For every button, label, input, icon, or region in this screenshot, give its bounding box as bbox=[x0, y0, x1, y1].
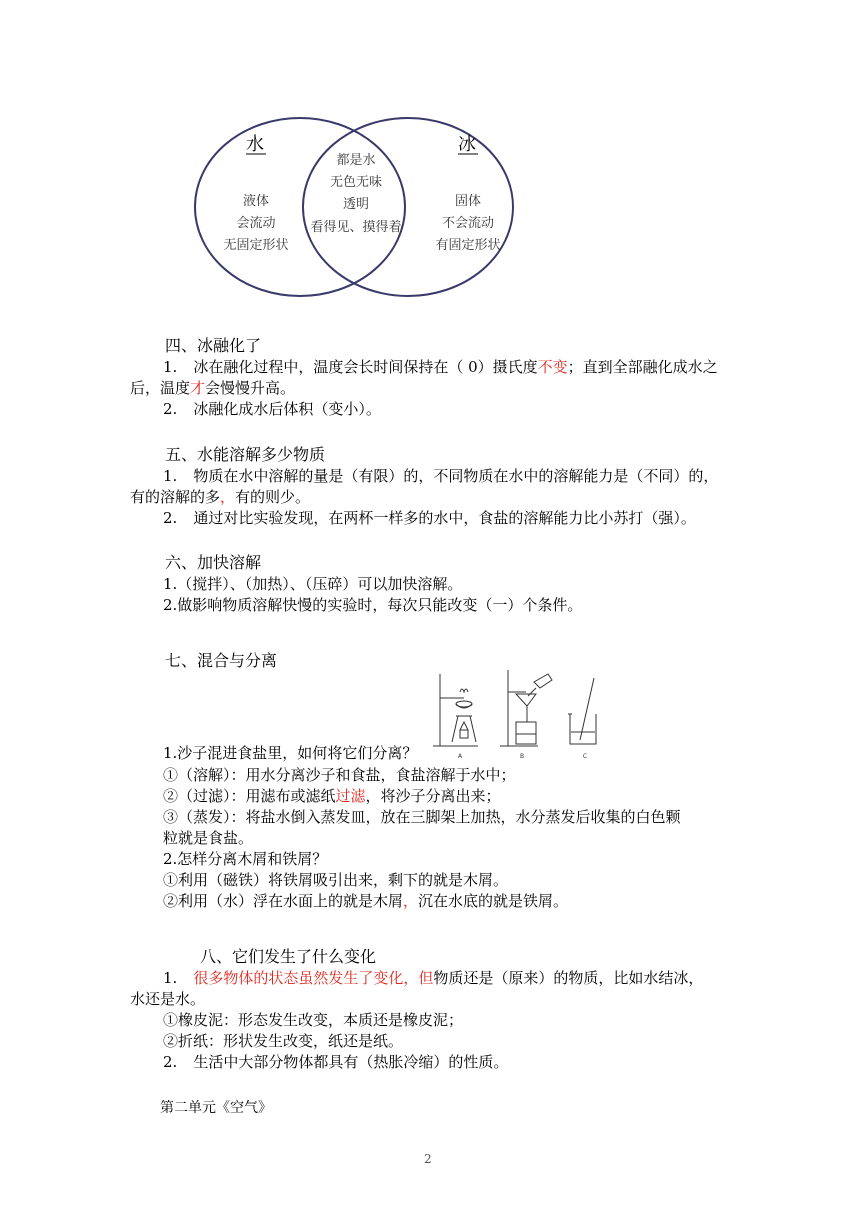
venn-middle-item: 都是水 bbox=[336, 153, 376, 168]
text-line: ②（过滤）：用滤布或滤纸过滤，将沙子分离出来； bbox=[163, 787, 501, 805]
section-heading: 八、它们发生了什么变化 bbox=[200, 947, 377, 966]
venn-left-circle bbox=[195, 118, 405, 296]
text-line: 2.怎样分离木屑和铁屑？ bbox=[163, 850, 328, 868]
section-heading: 五、水能溶解多少物质 bbox=[165, 445, 326, 464]
text-line: 有的溶解的多，有的则少。 bbox=[130, 488, 311, 506]
venn-left-item: 无固定形状 bbox=[223, 238, 289, 253]
apparatus-b bbox=[500, 670, 552, 746]
venn-left-title: 水 bbox=[246, 134, 264, 155]
text-line: ①利用（磁铁）将铁屑吸引出来，剩下的就是木屑。 bbox=[163, 871, 509, 889]
text-line: ②利用（水）浮在水面上的就是木屑，沉在水底的就是铁屑。 bbox=[163, 892, 569, 910]
text-line: ②折纸：形状发生改变，纸还是纸。 bbox=[163, 1032, 404, 1050]
figure-label-a: A bbox=[457, 753, 463, 760]
text-line: 2. 冰融化成水后体积（变小）。 bbox=[163, 400, 381, 418]
venn-right-circle bbox=[303, 118, 513, 296]
text-line: 粒就是食盐。 bbox=[163, 829, 254, 847]
figure-label-c: C bbox=[582, 753, 588, 760]
text-line: ③（蒸发）：将盐水倒入蒸发皿，放在三脚架上加热，水分蒸发后收集的白色颗 bbox=[163, 808, 681, 826]
venn-right-item: 有固定形状 bbox=[435, 238, 501, 253]
text-line: 2. 生活中大部分物体都具有（热胀冷缩）的性质。 bbox=[163, 1053, 509, 1071]
text-line: ①（溶解）：用水分离沙子和食盐，食盐溶解于水中； bbox=[163, 766, 516, 784]
section-heading: 七、混合与分离 bbox=[165, 651, 278, 670]
venn-diagram bbox=[190, 112, 530, 302]
venn-right-item: 固体 bbox=[454, 194, 482, 209]
text-line: 1. 物质在水中溶解的量是（有限）的，不同物质在水中的溶解能力是（不同）的， bbox=[163, 467, 719, 485]
text-line: 后，温度才会慢慢升高。 bbox=[130, 379, 296, 397]
apparatus-a bbox=[433, 674, 478, 746]
section-heading: 六、加快溶解 bbox=[165, 553, 262, 572]
section-heading: 四、冰融化了 bbox=[165, 336, 262, 355]
apparatus-c bbox=[568, 678, 596, 744]
text-line: 2.做影响物质溶解快慢的实验时，每次只能改变（一）个条件。 bbox=[163, 596, 583, 614]
venn-middle-item: 看得见、摸得着 bbox=[310, 220, 402, 235]
venn-left-item: 会流动 bbox=[236, 216, 276, 231]
venn-middle-item: 透明 bbox=[342, 197, 370, 212]
venn-right-title: 冰 bbox=[458, 134, 476, 155]
unit-title: 第二单元《空气》 bbox=[160, 1100, 272, 1116]
page-number: 2 bbox=[424, 1152, 432, 1166]
text-line: 1. 冰在融化过程中，温度会长时间保持在（ 0）摄氏度不变；直到全部融化成水之 bbox=[163, 358, 718, 376]
separation-apparatus-figure bbox=[430, 668, 600, 764]
venn-middle-item: 无色无味 bbox=[329, 175, 383, 190]
text-line: ①橡皮泥：形态发生改变，本质还是橡皮泥； bbox=[163, 1011, 464, 1029]
text-line: 1.（搅拌）、（加热）、（压碎）可以加快溶解。 bbox=[163, 575, 463, 593]
figure-label-b: B bbox=[519, 753, 525, 760]
text-line: 1. 很多物体的状态虽然发生了变化，但物质还是（原来）的物质，比如水结冰， bbox=[163, 969, 704, 987]
text-line: 水还是水。 bbox=[130, 990, 206, 1008]
text-line: 1.沙子混进食盐里，如何将它们分离？ bbox=[163, 744, 418, 762]
venn-right-item: 不会流动 bbox=[441, 216, 495, 231]
text-line: 2. 通过对比实验发现，在两杯一样多的水中，食盐的溶解能力比小苏打（强）。 bbox=[163, 509, 696, 527]
venn-left-item: 液体 bbox=[242, 194, 270, 209]
